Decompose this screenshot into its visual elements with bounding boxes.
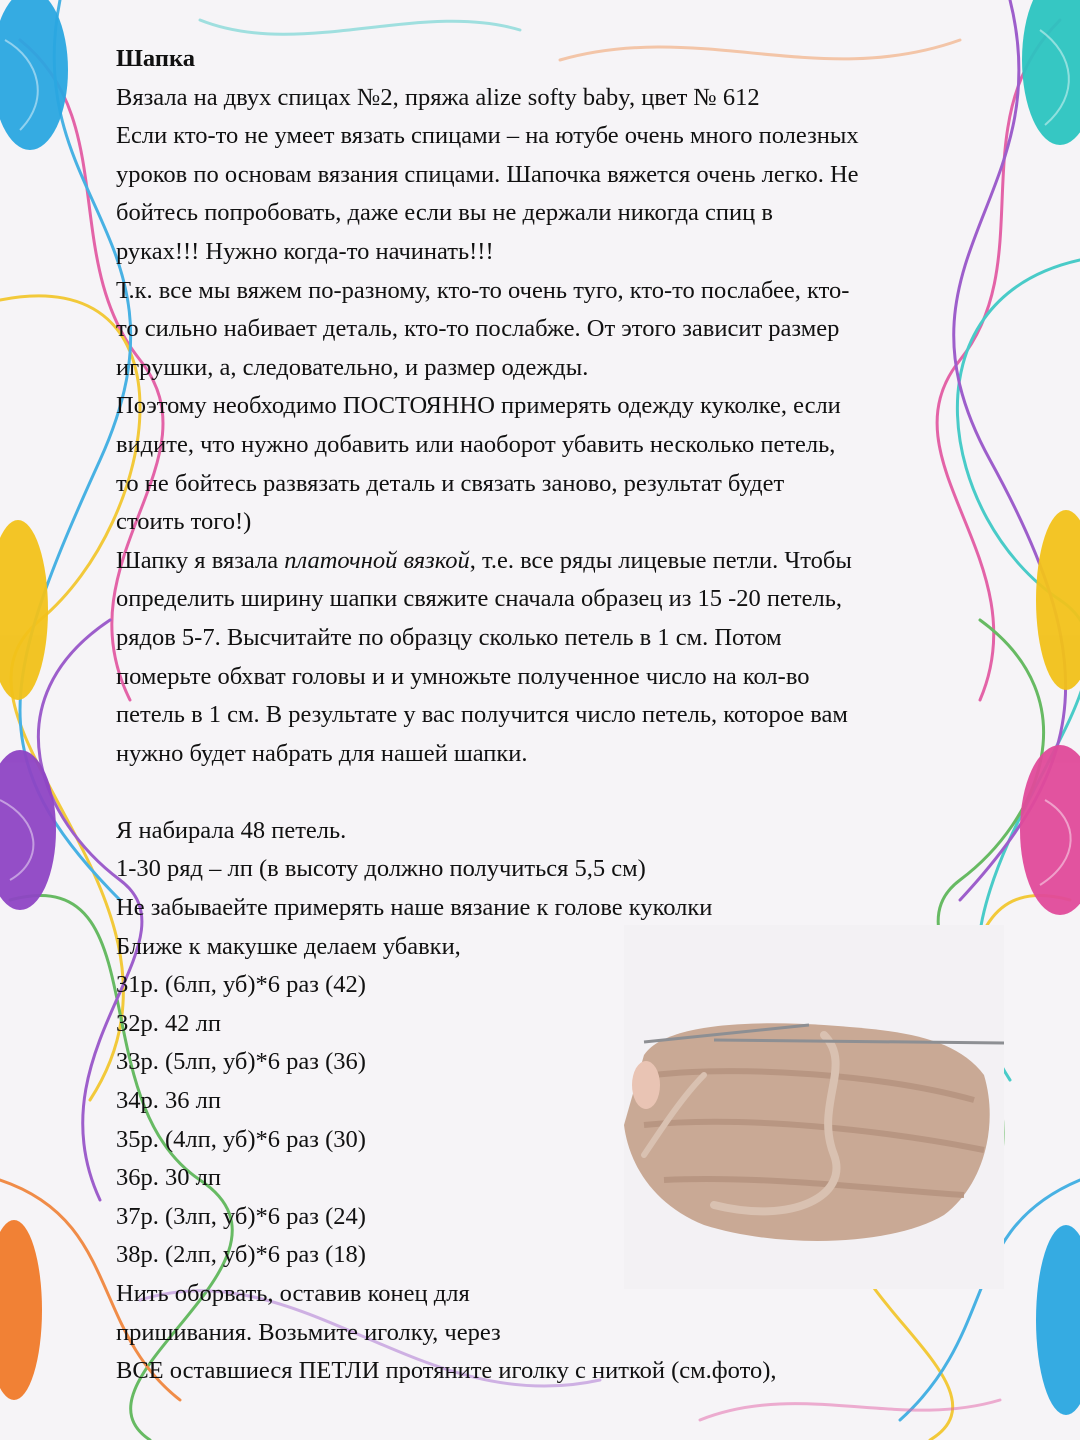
intro-line: Вязала на двух спицах №2, пряжа alize softy baby, цвет № 612 [116, 83, 760, 111]
pattern-row: 32р. 42 лп [116, 1009, 221, 1037]
stitch-name: платочной вязкой [284, 546, 470, 574]
gauge-section [116, 542, 1016, 774]
pattern-row: 34р. 36 лп [116, 1087, 221, 1115]
intro-line: бойтесь попробовать, даже если вы не держали никогда спиц в [116, 199, 773, 227]
pattern-row: 37р. (3лп, уб)*6 раз (24) [116, 1202, 366, 1230]
gauge-line: рядов 5-7. Высчитайте по образцу сколько петель в 1 см. Потом [116, 623, 782, 651]
pattern-row: Я набирала 48 петель. [116, 816, 347, 844]
pattern-row: пришивания. Возьмите иголку, через [116, 1318, 501, 1346]
intro-line: игрушки, а, следовательно, и размер одежды. [116, 353, 589, 381]
pattern-row: 1-30 ряд – лп (в высоту должно получиться 5,5 см) [116, 855, 646, 883]
gauge-line: определить ширину шапки свяжите сначала образец из 15 -20 петель, [116, 585, 843, 613]
intro-line: Т.к. все мы вяжем по-разному, кто-то очень туго, кто-то послабее, кто- [116, 276, 850, 304]
gauge-line: петель в 1 см. В результате у вас получится число петель, которое вам [116, 701, 848, 729]
pattern-row: 31р. (6лп, уб)*6 раз (42) [116, 971, 366, 999]
intro-section [116, 79, 1016, 542]
pattern-row: 36р. 30 лп [116, 1164, 221, 1192]
pattern-row: 33р. (5лп, уб)*6 раз (36) [116, 1048, 366, 1076]
gauge-line: нужно будет набрать для нашей шапки. [116, 739, 528, 767]
gauge-first-line [116, 542, 1016, 581]
pattern-row: 38р. (2лп, уб)*6 раз (18) [116, 1241, 366, 1269]
intro-line: стоить того!) [116, 508, 252, 536]
gauge-text: Шапку я вязала [116, 546, 285, 574]
intro-line: Если кто-то не умеет вязать спицами – на ютубе очень много полезных [116, 122, 859, 150]
pattern-row: ВСЕ оставшиеся ПЕТЛИ протяните иголку с ниткой (см.фото), [116, 1357, 777, 1385]
intro-line: руках!!! Нужно когда-то начинать!!! [116, 237, 494, 265]
pattern-document [116, 40, 1016, 1391]
pattern-row: Нить оборвать, оставив конец для [116, 1280, 470, 1307]
pattern-row: 35р. (4лп, уб)*6 раз (30) [116, 1125, 366, 1153]
intro-line: уроков по основам вязания спицами. Шапочка вяжется очень легко. Не [116, 160, 859, 188]
intro-line: то не бойтесь развязать деталь и связать заново, результат будет [116, 469, 785, 497]
pattern-row: Ближе к макушке делаем убавки, [116, 932, 461, 960]
gauge-line: померьте обхват головы и и умножьте полученное число на кол-во [116, 662, 810, 690]
intro-line: то сильно набивает деталь, кто-то послабже. От этого зависит размер [116, 315, 840, 343]
pattern-row: Не забываейте примерять наше вязание к голове куколки [116, 894, 713, 922]
gauge-text: , т.е. все ряды лицевые петли. Чтобы [469, 546, 852, 574]
spacer [116, 773, 1016, 812]
intro-line: Поэтому необходимо ПОСТОЯННО примерять одежду куколке, если [116, 392, 841, 420]
page-title: Шапка [116, 45, 195, 72]
pattern-section [116, 812, 1016, 1391]
intro-line: видите, что нужно добавить или наоборот убавить несколько петель, [116, 430, 836, 458]
